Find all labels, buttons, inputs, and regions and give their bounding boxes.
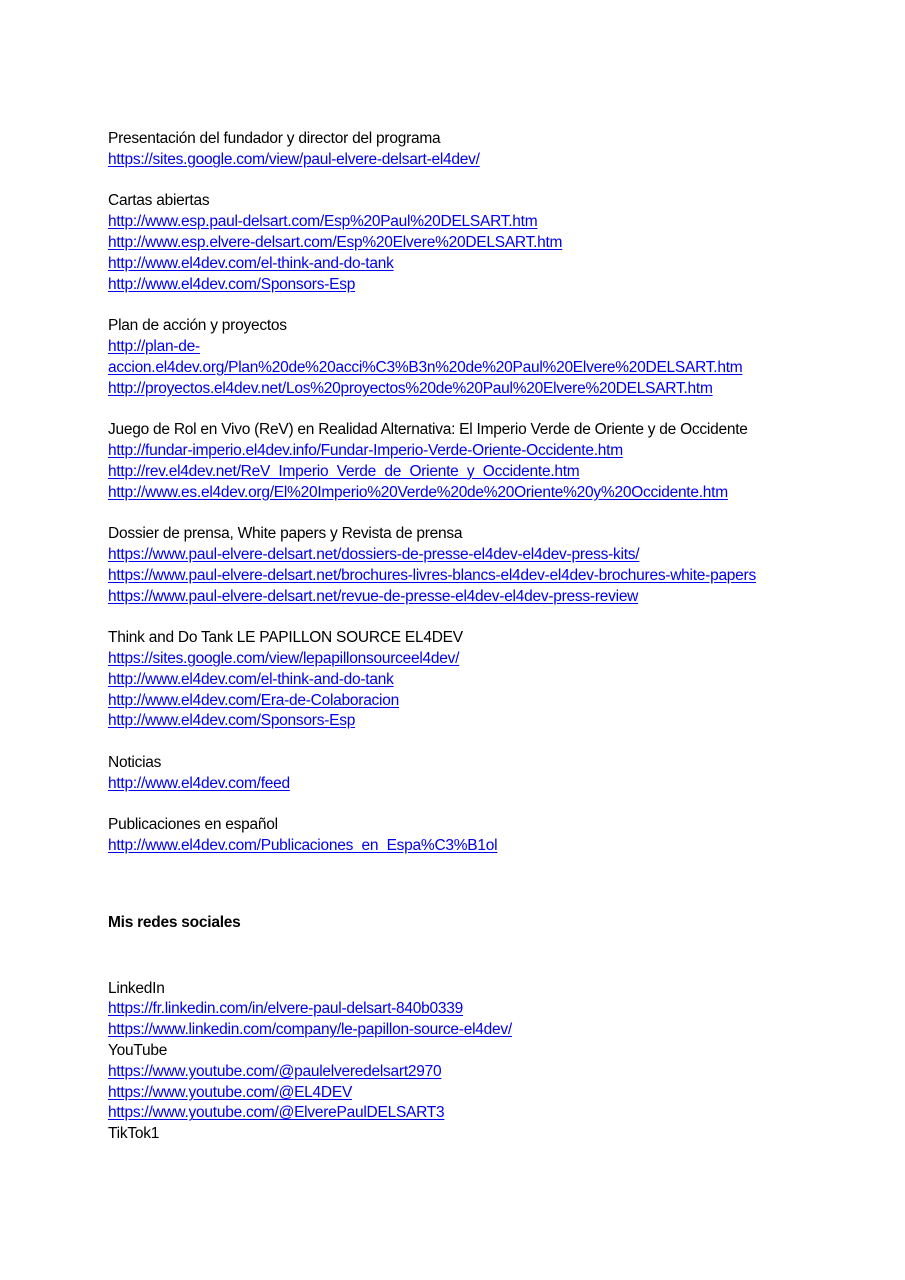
social-title-tiktok: TikTok1 — [108, 1125, 160, 1143]
spacer — [108, 399, 888, 420]
link-prensa-3[interactable]: https://www.paul-elvere-delsart.net/revue-de-presse-el4dev-el4dev-press-review — [108, 587, 639, 605]
link-noticias-feed[interactable]: http://www.el4dev.com/feed — [108, 774, 290, 792]
link-tank-4[interactable]: http://www.el4dev.com/Sponsors-Esp — [108, 712, 356, 730]
link-cartas-2[interactable]: http://www.esp.elvere-delsart.com/Esp%20Elvere%20DELSART.htm — [108, 233, 563, 251]
section-title-plan-de-accion: Plan de acción y proyectos — [108, 317, 287, 335]
section-title-publicaciones: Publicaciones en español — [108, 816, 278, 834]
link-proyectos[interactable]: http://proyectos.el4dev.net/Los%20proyectos%20de%20Paul%20Elvere%20DELSART.htm — [108, 379, 713, 397]
link-rev-2[interactable]: http://rev.el4dev.net/ReV_Imperio_Verde_de_Oriente_y_Occidente.htm — [108, 462, 580, 480]
link-cartas-1[interactable]: http://www.esp.paul-delsart.com/Esp%20Paul%20DELSART.htm — [108, 213, 538, 231]
link-rev-3[interactable]: http://www.es.el4dev.org/El%20Imperio%20Verde%20de%20Oriente%20y%20Occidente.htm — [108, 483, 728, 501]
spacer — [108, 934, 888, 979]
link-publicaciones[interactable]: http://www.el4dev.com/Publicaciones_en_Espa%C3%B1ol — [108, 837, 498, 855]
spacer — [108, 171, 888, 192]
spacer — [108, 503, 888, 524]
link-presentacion-1[interactable]: https://sites.google.com/view/paul-elvere-delsart-el4dev/ — [108, 150, 480, 168]
link-youtube-2[interactable]: https://www.youtube.com/@EL4DEV — [108, 1083, 353, 1101]
spacer — [108, 295, 888, 316]
spacer — [108, 857, 888, 913]
link-linkedin-1[interactable]: https://fr.linkedin.com/in/elvere-paul-delsart-840b0339 — [108, 1000, 464, 1018]
section-title-dossier-de-prensa: Dossier de prensa, White papers y Revista de prensa — [108, 525, 463, 543]
section-title-noticias: Noticias — [108, 753, 162, 771]
section-title-juego-de-rol: Juego de Rol en Vivo (ReV) en Realidad Alternativa: El Imperio Verde de Oriente y de Occidente — [108, 421, 748, 439]
link-tank-3[interactable]: http://www.el4dev.com/Era-de-Colaboracion — [108, 691, 399, 709]
section-title-cartas-abiertas: Cartas abiertas — [108, 192, 210, 210]
spacer — [108, 607, 888, 628]
link-plan-wrapped-part-2[interactable]: accion.el4dev.org/Plan%20de%20acci%C3%B3n%20de%20Paul%20Elvere%20DELSART.htm — [108, 358, 743, 376]
link-youtube-3[interactable]: https://www.youtube.com/@ElverePaulDELSART3 — [108, 1104, 445, 1122]
section-title-presentacion: Presentación del fundador y director del programa — [108, 130, 441, 147]
link-tank-2[interactable]: http://www.el4dev.com/el-think-and-do-tank — [108, 670, 394, 688]
link-plan-wrapped-part-1[interactable]: http://plan-de- — [108, 337, 200, 355]
social-title-linkedin: LinkedIn — [108, 979, 165, 997]
link-tank-1[interactable]: https://sites.google.com/view/lepapillonsourceel4dev/ — [108, 649, 460, 667]
link-prensa-2[interactable]: https://www.paul-elvere-delsart.net/brochures-livres-blancs-el4dev-el4dev-brochures-white-papers — [108, 566, 756, 584]
spacer — [108, 732, 888, 753]
section-title-think-and-do-tank: Think and Do Tank LE PAPILLON SOURCE EL4DEV — [108, 629, 463, 647]
social-title-youtube: YouTube — [108, 1042, 168, 1060]
link-cartas-3[interactable]: http://www.el4dev.com/el-think-and-do-tank — [108, 254, 394, 272]
link-prensa-1[interactable]: https://www.paul-elvere-delsart.net/dossiers-de-presse-el4dev-el4dev-press-kits/ — [108, 545, 640, 563]
link-linkedin-2[interactable]: https://www.linkedin.com/company/le-papillon-source-el4dev/ — [108, 1021, 512, 1039]
link-youtube-1[interactable]: https://www.youtube.com/@paulelveredelsart2970 — [108, 1062, 442, 1080]
spacer — [108, 795, 888, 816]
link-rev-1[interactable]: http://fundar-imperio.el4dev.info/Fundar-Imperio-Verde-Oriente-Occidente.htm — [108, 441, 623, 459]
document-page — [108, 129, 888, 1145]
link-cartas-4[interactable]: http://www.el4dev.com/Sponsors-Esp — [108, 275, 356, 293]
social-heading: Mis redes sociales — [108, 913, 241, 931]
